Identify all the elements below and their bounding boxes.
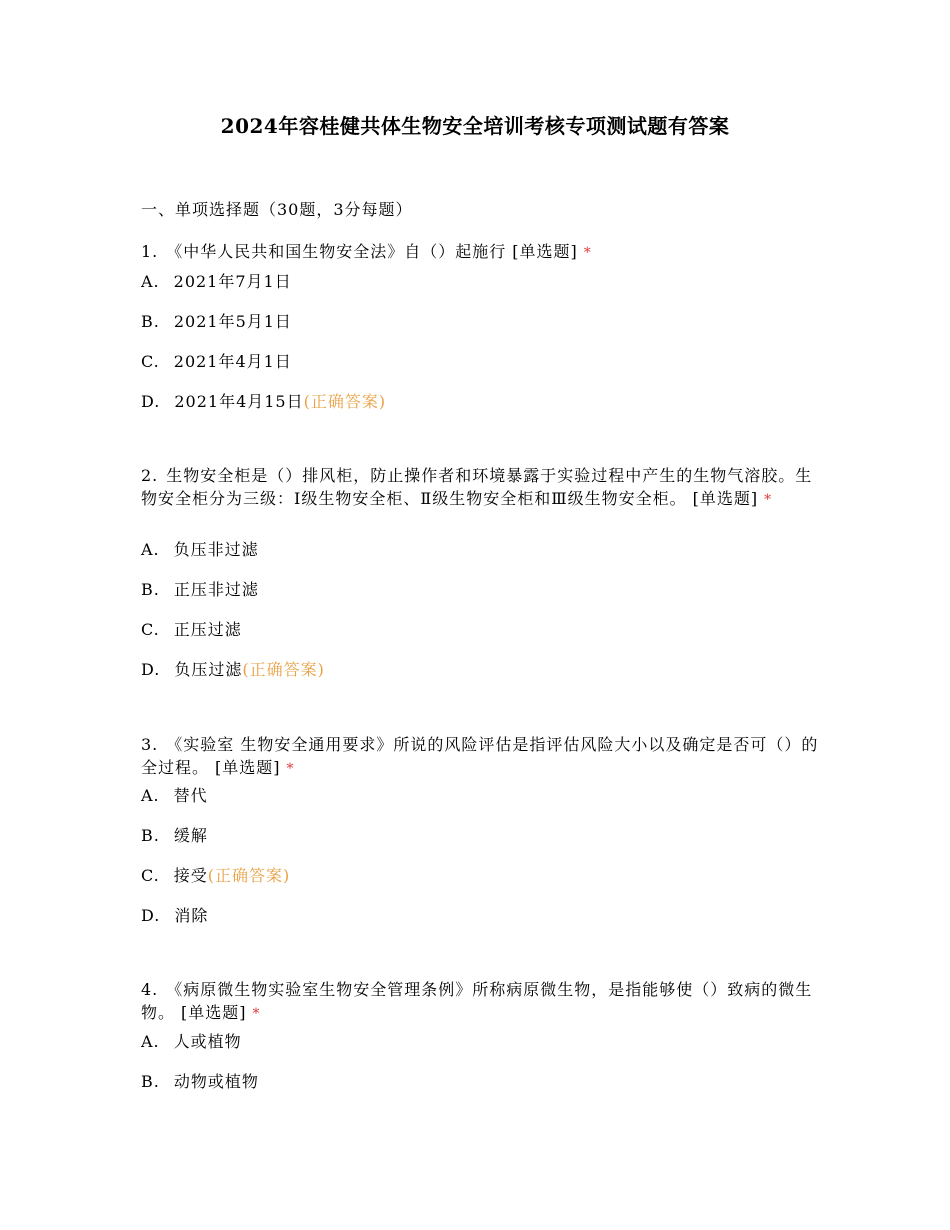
option-text: 人或植物 [173,1032,242,1051]
option-2c [141,618,242,642]
option-text: 消除 [174,906,209,925]
option-text: 接受 [173,866,208,885]
option-letter: C. [141,352,160,371]
option-letter: A. [141,786,160,805]
option-3c [141,864,290,888]
option-letter: D. [141,392,161,411]
question-text: 《病原微生物实验室生物安全管理条例》所称病原微生物，是指能够使（）致病的微生物。 [141,980,813,1022]
option-text: 2021年7月1日 [173,272,292,291]
option-text: 替代 [173,786,208,805]
option-letter: A. [141,1032,160,1051]
question-type-tag: [单选题] [181,1003,247,1022]
required-asterisk-icon: * [764,492,773,508]
correct-answer-label: (正确答案) [207,866,291,885]
option-1a [141,270,292,294]
question-number: 4. [141,980,159,999]
option-2a [141,538,259,562]
question-text: 生物安全柜是（）排风柜，防止操作者和环境暴露于实验过程中产生的生物气溶胶。生物安全柜分为三级：Ⅰ级生物安全柜、Ⅱ级生物安全柜和Ⅲ级生物安全柜。 [141,466,813,508]
option-text: 2021年4月15日 [174,392,304,411]
option-letter: C. [141,866,160,885]
option-3d [141,904,208,928]
question-type-tag: [单选题] [692,489,759,508]
section-heading: 一、单项选择题（30题，3分每题） [141,200,413,219]
required-asterisk-icon: * [252,1006,261,1022]
option-text: 正压非过滤 [173,580,259,599]
option-3b [141,824,208,848]
question-4 [141,978,821,1026]
option-letter: A. [141,540,160,559]
option-letter: B. [141,312,160,331]
question-3 [141,733,821,781]
option-letter: B. [141,1072,160,1091]
question-1 [141,240,821,265]
option-text: 缓解 [173,826,208,845]
option-letter: A. [141,272,160,291]
option-text: 负压非过滤 [173,540,259,559]
option-2d [141,658,325,682]
option-1d [141,390,386,414]
required-asterisk-icon: * [583,245,592,261]
question-text: 《中华人民共和国生物安全法》自（）起施行 [166,242,507,261]
option-text: 负压过滤 [174,660,243,679]
option-2b [141,578,259,602]
option-3a [141,784,208,808]
option-4b [141,1070,259,1094]
question-number: 2. [141,466,159,485]
question-text: 《实验室 生物安全通用要求》所说的风险评估是指评估风险大小以及确定是否可（）的全过程。 [141,735,819,777]
option-letter: D. [141,906,161,925]
option-4a [141,1030,242,1054]
option-text: 2021年4月1日 [173,352,292,371]
question-number: 3. [141,735,159,754]
document-title: 2024年容桂健共体生物安全培训考核专项测试题有答案 [220,114,730,138]
question-number: 1. [141,242,159,261]
correct-answer-label: (正确答案) [303,392,387,411]
option-letter: B. [141,580,160,599]
option-1b [141,310,292,334]
option-text: 动物或植物 [173,1072,259,1091]
question-type-tag: [单选题] [215,758,281,777]
question-type-tag: [单选题] [512,242,578,261]
option-letter: C. [141,620,160,639]
option-text: 正压过滤 [173,620,242,639]
option-letter: B. [141,826,160,845]
required-asterisk-icon: * [286,761,295,777]
option-1c [141,350,292,374]
option-letter: D. [141,660,161,679]
option-text: 2021年5月1日 [173,312,292,331]
correct-answer-label: (正确答案) [242,660,325,679]
question-2 [141,464,821,512]
